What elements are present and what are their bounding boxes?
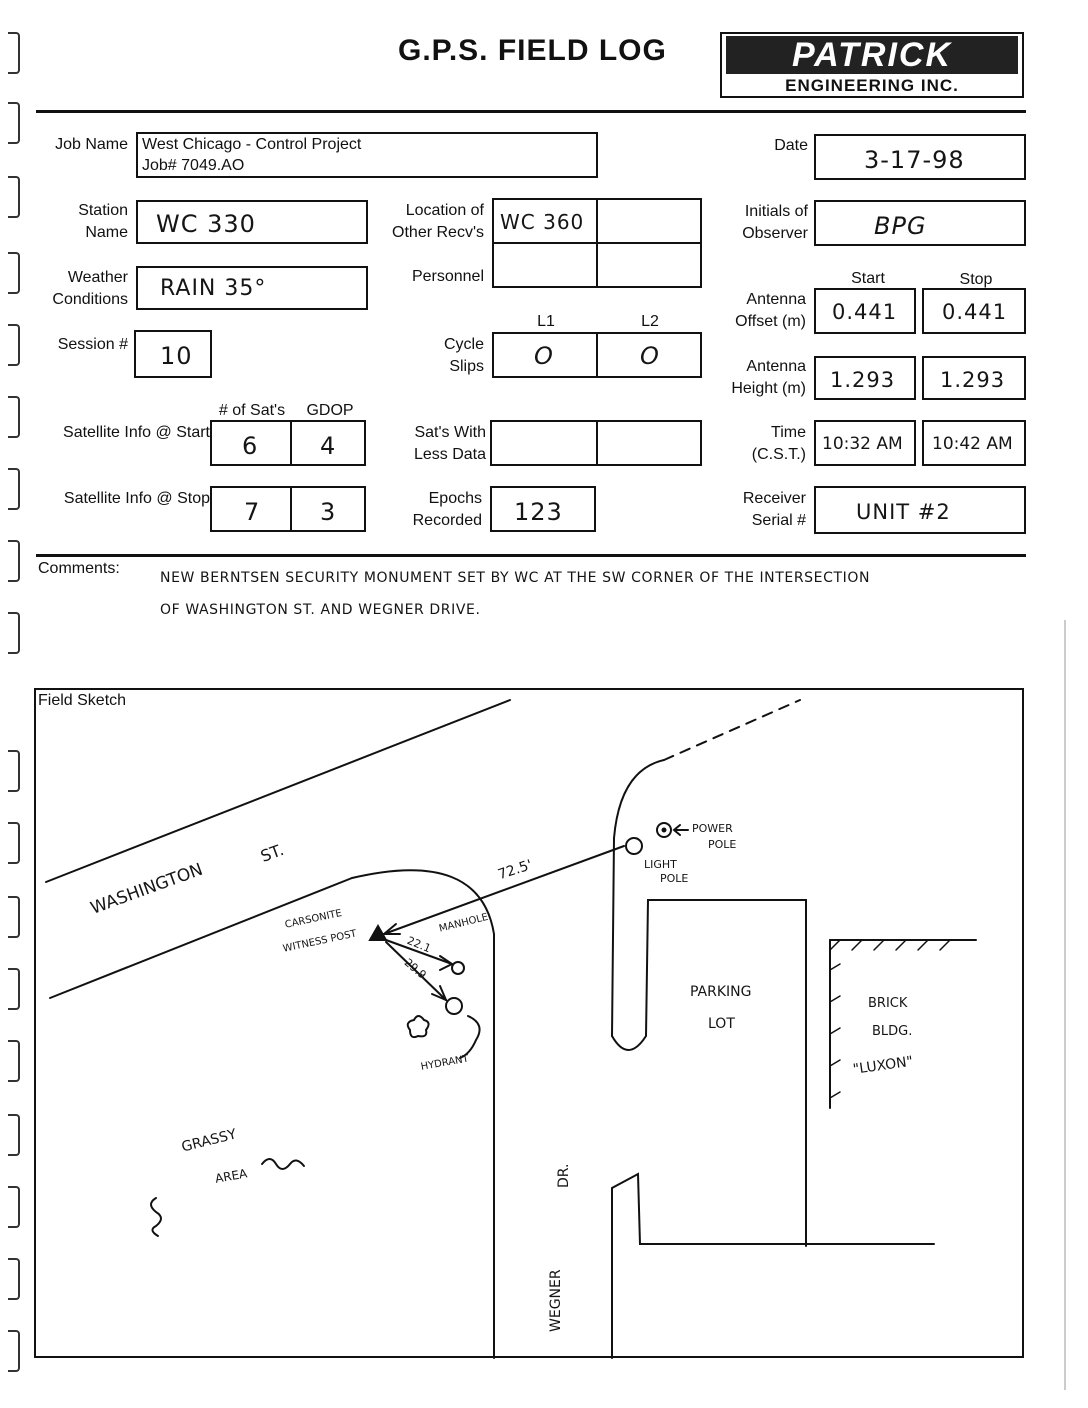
- light-pole-symbol: [626, 838, 642, 854]
- height-stop-value: 1.293: [940, 368, 1006, 392]
- other-recv-value-1: WC 360: [500, 210, 585, 234]
- station-label: Station: [78, 202, 128, 219]
- cycle-slips-l1-value: O: [534, 342, 554, 370]
- gdop-stop-value: 3: [320, 498, 337, 526]
- comments-line-2: OF WASHINGTON ST. AND WEGNER DRIVE.: [160, 602, 481, 618]
- session-label: Session #: [57, 336, 128, 353]
- l1-label: L1: [537, 313, 555, 330]
- other-recvs-label: Other Recv's: [392, 224, 484, 241]
- sketch-label-grassy: GRASSY: [180, 1126, 239, 1156]
- cst-label: (C.S.T.): [751, 446, 806, 463]
- manhole-symbol: [452, 962, 464, 974]
- page-title: G.P.S. FIELD LOG: [398, 34, 667, 67]
- sketch-label-dist-22: 22.1: [405, 934, 433, 956]
- witness-post-symbol: [370, 926, 386, 940]
- l2-label: L2: [641, 313, 659, 330]
- logo-sub-text: ENGINEERING INC.: [785, 76, 959, 95]
- sat-info-start-label: Satellite Info @ Start: [63, 424, 210, 441]
- sketch-label-carsonite: CARSONITE: [284, 907, 343, 931]
- sketch-label-brick: BRICK: [868, 996, 908, 1011]
- sketch-label-parking: PARKING: [690, 984, 752, 1000]
- measure-to-light-pole: [384, 846, 624, 934]
- ne-corner-curb: [612, 760, 664, 1036]
- se-corner-curb: [612, 1174, 934, 1358]
- field-sketch-label: Field Sketch: [38, 692, 127, 709]
- job-name-line1: West Chicago - Control Project: [142, 136, 362, 153]
- observer-initials-value: BPG: [874, 212, 927, 240]
- less-data-label: Less Data: [413, 446, 486, 463]
- antenna-height-label: Antenna: [746, 358, 806, 375]
- hydrant-symbol: [446, 998, 462, 1014]
- stop-column-label: Stop: [959, 271, 993, 288]
- sketch-label-power-pole: POWER: [692, 822, 733, 835]
- height-start-value: 1.293: [830, 368, 896, 392]
- comments-label: Comments:: [38, 560, 120, 577]
- ne-corner-dash: [664, 700, 800, 760]
- sat-info-stop-label: Satellite Info @ Stop: [63, 490, 210, 507]
- sketch-label-light-pole: LIGHT: [644, 858, 677, 871]
- antenna-label: Antenna: [746, 291, 806, 308]
- sketch-label-lot: LOT: [708, 1016, 735, 1032]
- start-column-label: Start: [851, 270, 885, 287]
- logo-main-text: PATRICK: [726, 36, 1018, 74]
- initials-of-label: Initials of: [744, 203, 808, 220]
- conditions-label: Conditions: [52, 291, 128, 308]
- comments-line-1: NEW BERNTSEN SECURITY MONUMENT SET BY WC AT THE SW CORNER OF THE INTERSECTION: [160, 570, 871, 586]
- offset-stop-value: 0.441: [942, 300, 1008, 324]
- cycle-label: Cycle: [443, 336, 484, 353]
- observer-label: Observer: [742, 225, 808, 242]
- sketch-label-dist-29: 29.9: [401, 956, 429, 982]
- session-value: 10: [160, 342, 193, 370]
- sats-with-label: Sat's With: [414, 424, 486, 441]
- date-value: 3-17-98: [864, 146, 965, 174]
- location-of-label: Location of: [405, 202, 484, 219]
- median-end: [612, 900, 806, 1246]
- recorded-label: Recorded: [412, 512, 482, 529]
- offset-label: Offset (m): [735, 313, 806, 330]
- offset-start-value: 0.441: [832, 300, 898, 324]
- building-hatch: [830, 940, 950, 1098]
- time-start-value: 10:32 AM: [822, 434, 903, 454]
- height-label: Height (m): [731, 380, 806, 397]
- tree-symbol: [408, 1016, 429, 1037]
- gdop-start-value: 4: [320, 432, 337, 460]
- job-name-label: Job Name: [55, 136, 128, 153]
- receiver-label: Receiver: [742, 490, 806, 507]
- power-pole-arrow: [674, 825, 688, 835]
- slips-label: Slips: [449, 358, 484, 375]
- epochs-value: 123: [514, 498, 563, 526]
- grass-squiggle-2: [151, 1198, 161, 1236]
- sketch-label-dr: DR.: [556, 1163, 572, 1188]
- sketch-label-manhole: MANHOLE: [438, 911, 490, 935]
- sketch-label-bldg: BLDG.: [872, 1024, 913, 1039]
- sketch-label-luxon: "LUXON": [852, 1053, 915, 1078]
- sats-stop-value: 7: [244, 498, 261, 526]
- sketch-label-wegner: WEGNER: [548, 1269, 564, 1332]
- name-label: Name: [85, 224, 128, 241]
- arrow-head-manhole: [440, 956, 452, 970]
- sketch-label-area: AREA: [214, 1166, 249, 1186]
- sats-start-value: 6: [242, 432, 259, 460]
- personnel-label: Personnel: [411, 268, 484, 285]
- gdop-label: GDOP: [306, 402, 354, 419]
- sketch-label-dist-72: 72.5': [496, 857, 535, 884]
- sketch-label-power-pole-2: POLE: [708, 838, 737, 851]
- sketch-label-washington: WASHINGTON: [88, 859, 206, 919]
- station-name-value: WC 330: [156, 210, 256, 238]
- serial-label: Serial #: [751, 512, 806, 529]
- weather-label: Weather: [67, 269, 128, 286]
- scan-edge: [1064, 620, 1066, 1390]
- sketch-label-st: ST.: [258, 840, 287, 866]
- epochs-label: Epochs: [428, 490, 482, 507]
- power-pole-center: [663, 829, 666, 832]
- job-name-line2: Job# 7049.AO: [142, 157, 245, 174]
- num-sats-label: # of Sat's: [218, 402, 286, 419]
- cycle-slips-l2-value: O: [640, 342, 660, 370]
- date-label: Date: [774, 137, 808, 154]
- time-label: Time: [771, 424, 806, 441]
- weather-value: RAIN 35°: [160, 276, 267, 301]
- hydrant-leader: [460, 1016, 480, 1058]
- receiver-serial-value: UNIT #2: [856, 500, 951, 524]
- time-stop-value: 10:42 AM: [932, 434, 1013, 454]
- sketch-label-light-pole-2: POLE: [660, 872, 689, 885]
- grass-squiggle-1: [262, 1159, 304, 1169]
- sketch-label-hydrant: HYDRANT: [420, 1053, 470, 1073]
- sketch-label-witness-post: WITNESS POST: [282, 928, 358, 955]
